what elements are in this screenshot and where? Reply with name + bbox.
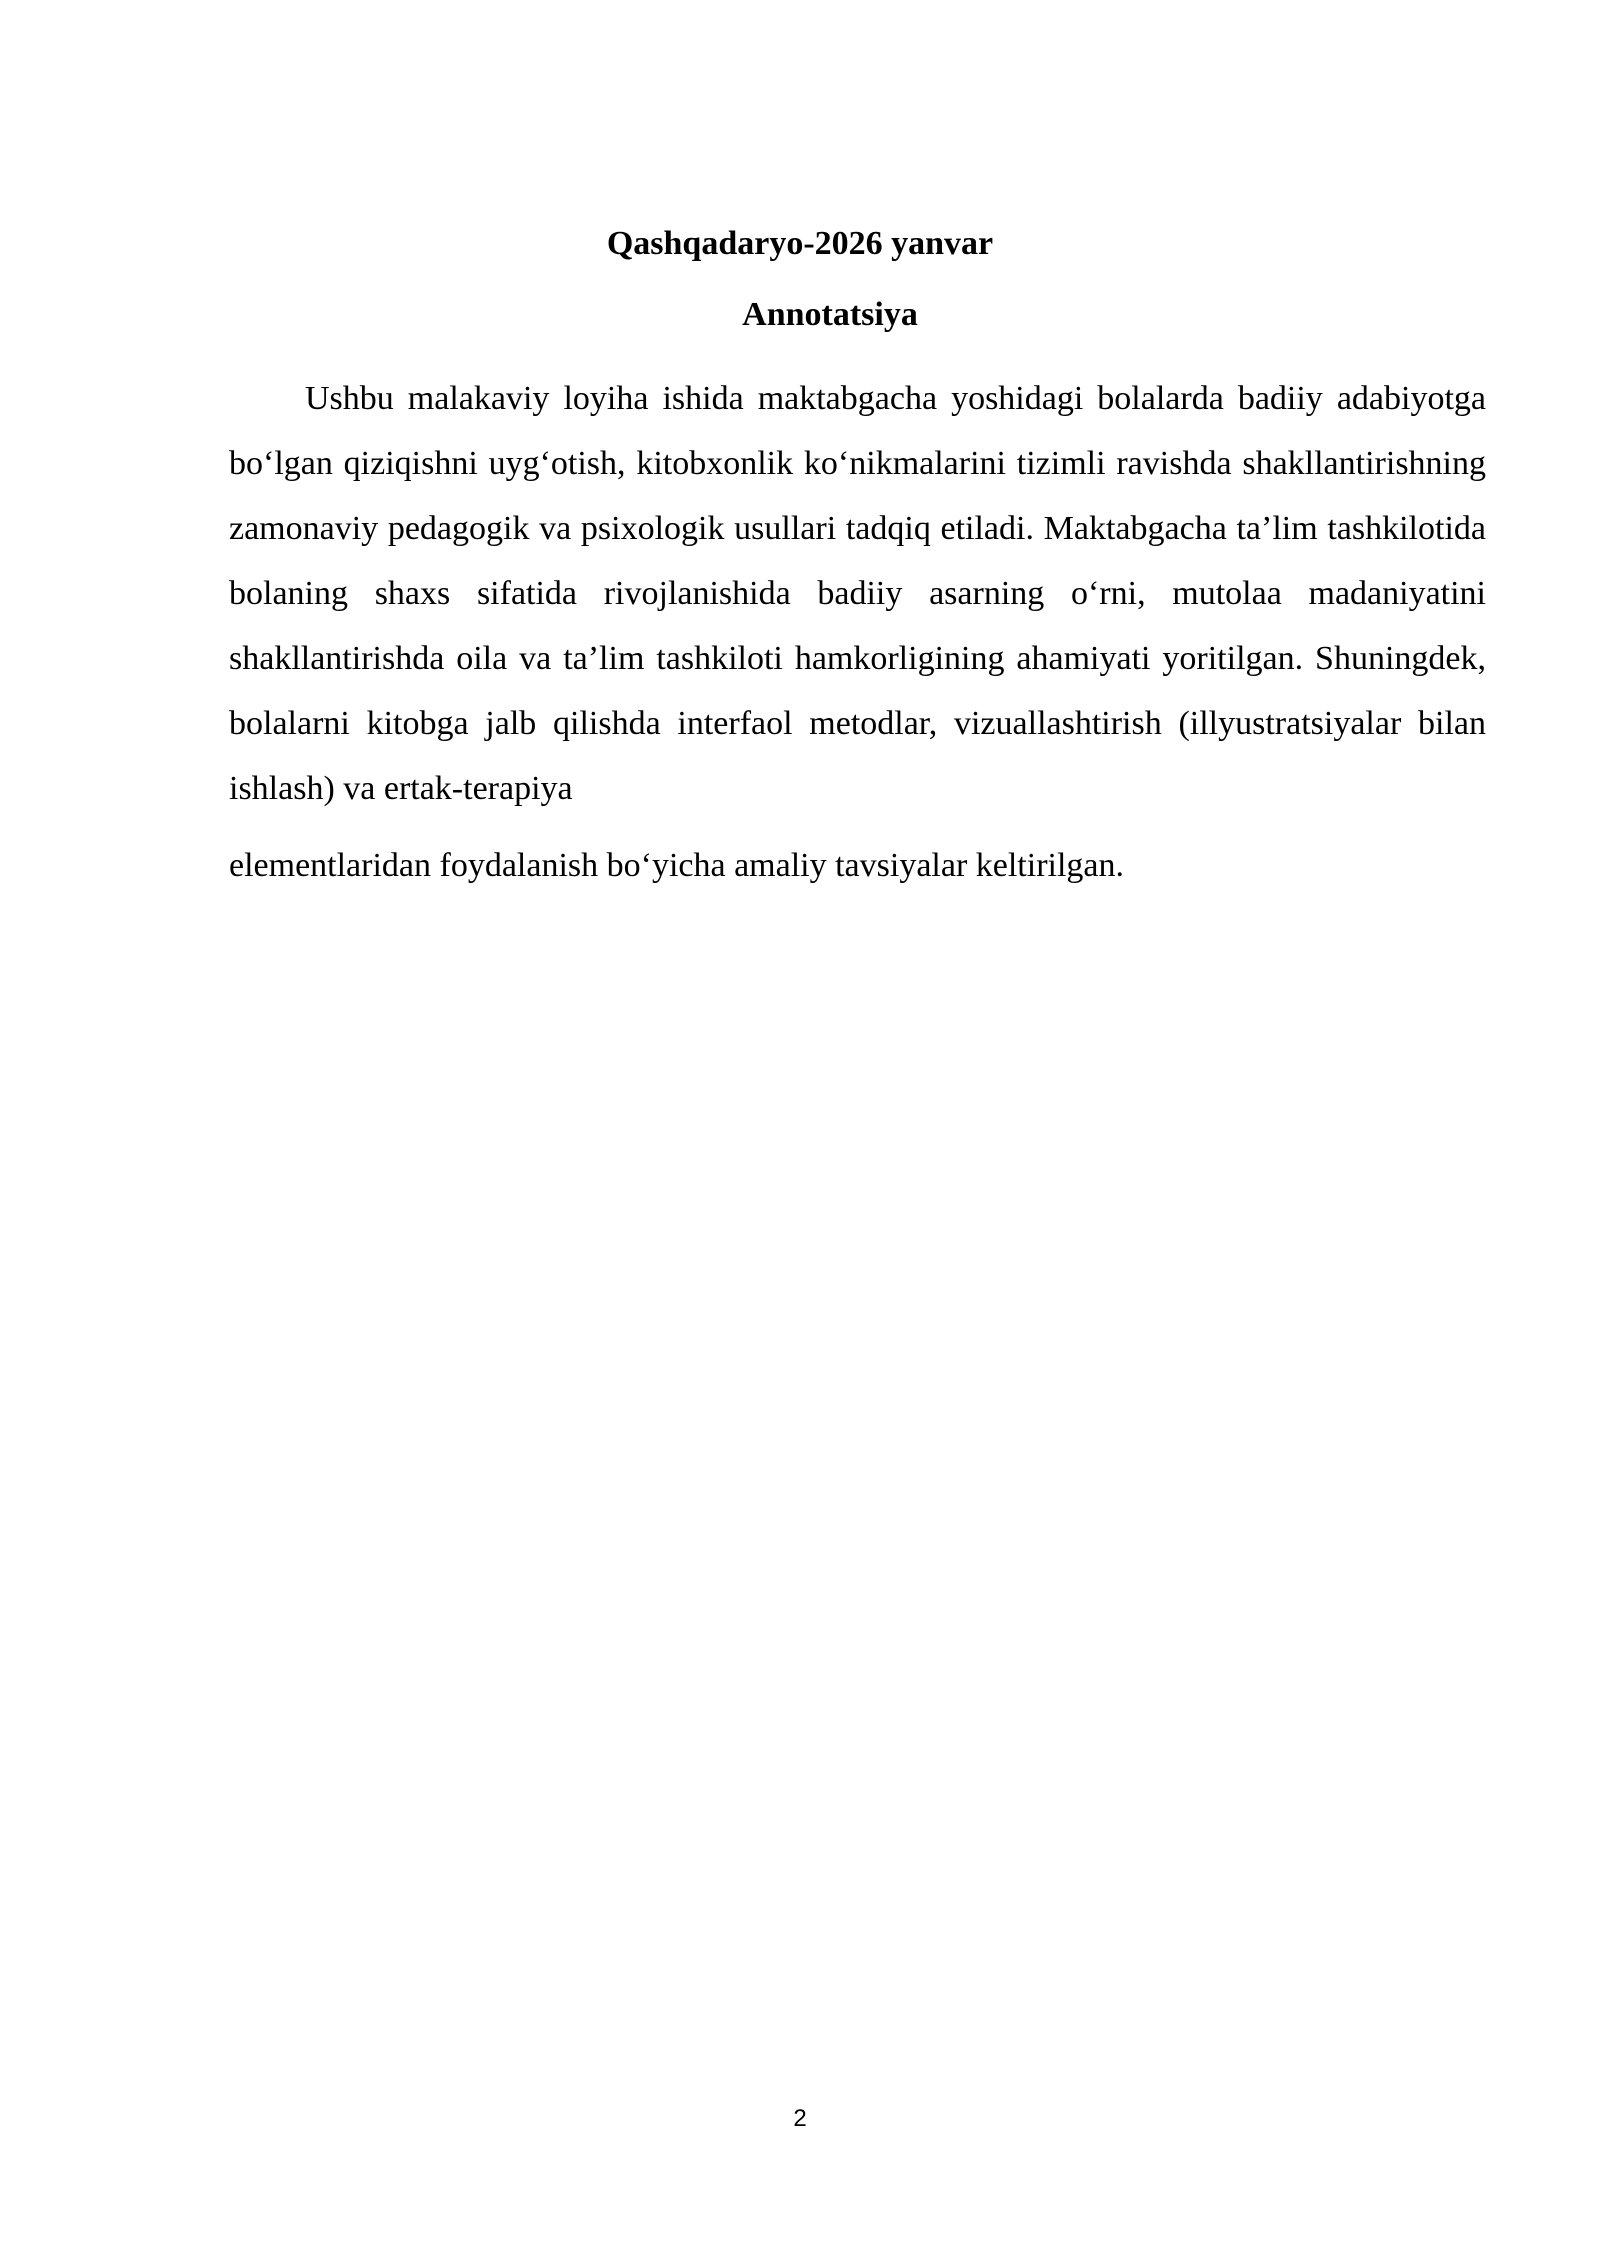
page-number: 2 (793, 2105, 807, 2132)
place-date-heading: Qashqadaryo-2026 yanvar (606, 225, 994, 262)
abstract-last-line: elementlaridan foydalanish bo‘yicha amaliy tavsiyalar keltirilgan. (229, 847, 1125, 884)
annotation-title: Annotatsiya (742, 296, 918, 333)
abstract-paragraph (229, 366, 1486, 898)
abstract-text: Ushbu malakaviy loyiha ishida maktabgacha yoshidagi bolalarda badiiy adabiyotga bo‘lgan qiziqishni uyg‘otish, kitobxonlik ko‘nikmalarini tizimli ravishda shakllantirishning zamonaviy pedagogik va psixologik usullari tadqiq etiladi. Maktabgacha ta’lim tashkilotida bolaning shaxs sifatida rivojlanishida badiiy asarning o‘rni, mutolaa madaniyatini shakllantirishda oila va ta’lim tashkiloti hamkorligining ahamiyati yoritilgan. Shuningdek, bolalarni kitobga jalb qilishda interfaol metodlar, vizuallashtirish (illyustratsiyalar bilan ishlash) va ertak-terapiya (229, 380, 1486, 807)
